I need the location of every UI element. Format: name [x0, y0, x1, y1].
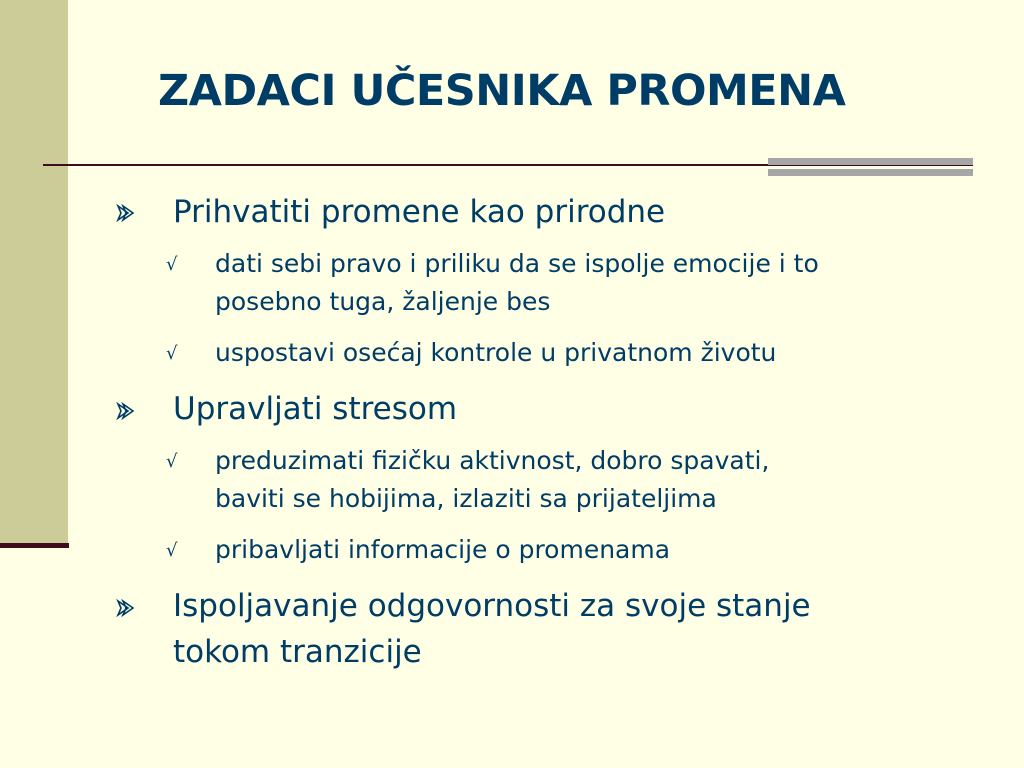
- bullet-1-text: Prihvatiti promene kao prirodne: [173, 194, 666, 230]
- bullet-2-text: Upravljati stresom: [173, 391, 458, 427]
- sidebar-underline: [0, 543, 69, 548]
- bullet-1-sub-1-text: dati sebi pravo i priliku da se ispolje emocije i to posebno tuga, žaljenje bes: [215, 249, 819, 316]
- bullet-2-sub-2-text: pribavljati informacije o promenama: [215, 535, 671, 564]
- check-icon: √: [166, 254, 178, 275]
- sidebar-decoration: [0, 0, 68, 546]
- arrow-right-outline-icon: [114, 400, 136, 422]
- bullet-2-sub-1-text: preduzimati fizičku aktivnost, dobro spavati, baviti se hobijima, izlaziti sa prijateljima: [215, 446, 770, 513]
- check-icon: √: [166, 343, 178, 364]
- bullet-1-sub-2-text: uspostavi osećaj kontrole u privatnom životu: [215, 338, 777, 367]
- arrow-right-outline-icon: [114, 597, 136, 619]
- arrow-right-outline-icon: [114, 202, 136, 224]
- bullet-3-text: Ispoljavanje odgovornosti za svoje stanje tokom tranzicije: [173, 588, 811, 670]
- slide-title: ZADACI UČESNIKA PROMENA: [158, 66, 846, 116]
- check-icon: √: [166, 540, 178, 561]
- divider-decoration: [768, 156, 973, 178]
- check-icon: √: [166, 451, 178, 472]
